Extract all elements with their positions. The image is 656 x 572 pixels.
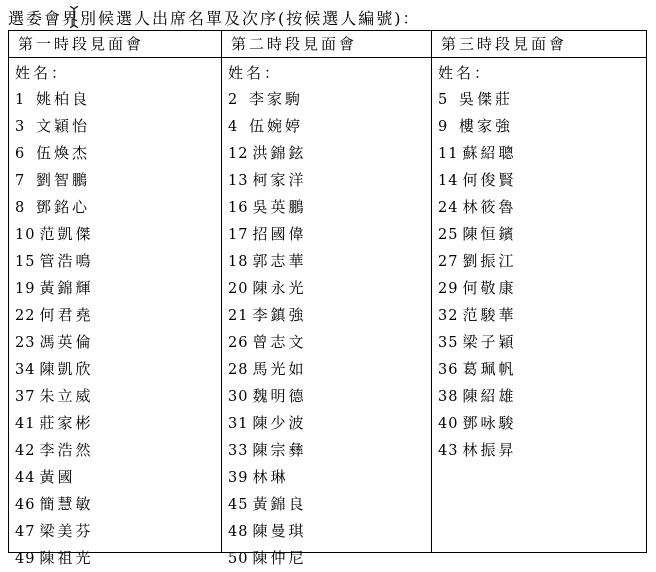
session-2-column <box>222 31 432 567</box>
candidate-row <box>15 86 221 113</box>
candidate-name: 李家駒 <box>249 90 304 108</box>
candidate-row <box>228 140 431 167</box>
candidate-number: 6 <box>15 146 26 162</box>
candidate-row <box>15 302 221 329</box>
candidate-name: 樓家強 <box>459 117 514 135</box>
candidate-row <box>438 113 646 140</box>
name-label: 姓名： <box>15 64 70 82</box>
candidate-name: 鄧銘心 <box>36 198 91 216</box>
candidate-name: 郭志華 <box>252 252 307 270</box>
candidate-number: 43 <box>438 443 459 459</box>
candidate-number: 22 <box>15 308 36 324</box>
candidate-number: 1 <box>15 92 26 108</box>
candidate-number: 46 <box>15 497 36 513</box>
session-3-column <box>432 31 646 552</box>
candidate-number: 45 <box>228 497 249 513</box>
column-body <box>432 58 646 552</box>
candidate-row <box>438 140 646 167</box>
candidate-row <box>228 167 431 194</box>
candidate-number: 49 <box>15 551 36 567</box>
candidate-row <box>228 113 431 140</box>
candidate-row <box>228 464 431 491</box>
candidate-number: 36 <box>438 362 459 378</box>
candidate-row <box>228 194 431 221</box>
candidate-number: 4 <box>228 119 239 135</box>
candidate-row <box>228 329 431 356</box>
candidate-name: 劉智鵬 <box>36 171 91 189</box>
candidate-number: 29 <box>438 281 459 297</box>
candidate-row <box>15 140 221 167</box>
candidate-number: 31 <box>228 416 249 432</box>
candidate-name: 招國偉 <box>252 225 307 243</box>
candidate-number: 19 <box>15 281 36 297</box>
candidate-number: 8 <box>15 200 26 216</box>
candidate-name: 林筱魯 <box>462 198 517 216</box>
candidate-number: 40 <box>438 416 459 432</box>
candidate-row <box>228 275 431 302</box>
candidate-number: 41 <box>15 416 36 432</box>
candidate-row <box>438 410 646 437</box>
candidate-row <box>15 356 221 383</box>
candidate-name: 李浩然 <box>39 441 94 459</box>
candidate-number: 11 <box>438 146 459 162</box>
candidate-row <box>228 302 431 329</box>
candidate-name: 范駿華 <box>462 306 517 324</box>
candidate-number: 48 <box>228 524 249 540</box>
candidate-name: 吳傑莊 <box>459 90 514 108</box>
candidate-number: 44 <box>15 470 36 486</box>
column-header: 第一時段見面會 <box>9 31 221 58</box>
candidate-row <box>15 221 221 248</box>
candidate-row <box>228 545 431 572</box>
candidate-number: 32 <box>438 308 459 324</box>
candidate-row <box>15 383 221 410</box>
candidate-number: 14 <box>438 173 459 189</box>
candidate-name: 伍煥杰 <box>36 144 91 162</box>
candidate-number: 39 <box>228 470 249 486</box>
candidate-list <box>15 86 221 572</box>
candidate-row <box>15 248 221 275</box>
candidate-number: 13 <box>228 173 249 189</box>
candidate-list <box>438 86 646 464</box>
candidate-name: 鄧咏駿 <box>462 414 517 432</box>
name-label: 姓名： <box>228 64 283 82</box>
candidate-name: 曾志文 <box>252 333 307 351</box>
candidate-row <box>438 302 646 329</box>
column-body <box>9 58 221 572</box>
candidate-name: 何敬康 <box>462 279 517 297</box>
candidate-row <box>438 167 646 194</box>
candidate-row <box>438 194 646 221</box>
candidate-number: 27 <box>438 254 459 270</box>
candidate-name: 何俊賢 <box>462 171 517 189</box>
candidate-row <box>15 275 221 302</box>
candidate-row <box>438 221 646 248</box>
candidate-name: 管浩鳴 <box>39 252 94 270</box>
candidate-number: 18 <box>228 254 249 270</box>
text-cursor-icon <box>68 4 80 30</box>
candidate-name: 林琳 <box>252 468 289 486</box>
candidate-row <box>228 518 431 545</box>
candidate-number: 20 <box>228 281 249 297</box>
candidate-row <box>15 518 221 545</box>
candidate-row <box>15 491 221 518</box>
candidate-number: 28 <box>228 362 249 378</box>
candidate-name: 陳曼琪 <box>252 522 307 540</box>
candidate-name: 劉振江 <box>462 252 517 270</box>
candidate-name: 黃錦輝 <box>39 279 94 297</box>
candidate-name: 簡慧敏 <box>39 495 94 513</box>
candidate-name: 陳凱欣 <box>39 360 94 378</box>
page-title: 選委會界別候選人出席名單及次序(按候選人編號)： <box>8 9 421 28</box>
candidate-number: 37 <box>15 389 36 405</box>
candidate-row <box>15 437 221 464</box>
candidate-row <box>15 410 221 437</box>
candidate-number: 30 <box>228 389 249 405</box>
candidate-row <box>438 329 646 356</box>
column-body <box>222 58 431 572</box>
candidate-name: 梁美芬 <box>39 522 94 540</box>
candidate-row <box>228 383 431 410</box>
candidate-row <box>228 410 431 437</box>
candidate-name: 柯家洋 <box>252 171 307 189</box>
candidate-name: 黃錦良 <box>252 495 307 513</box>
candidate-number: 34 <box>15 362 36 378</box>
candidate-name: 陳恒鑌 <box>462 225 517 243</box>
candidate-name: 莊家彬 <box>39 414 94 432</box>
candidate-number: 47 <box>15 524 36 540</box>
column-header: 第三時段見面會 <box>432 31 646 58</box>
session-1-column <box>9 31 222 567</box>
candidate-row <box>228 86 431 113</box>
candidate-number: 24 <box>438 200 459 216</box>
candidate-number: 5 <box>438 92 449 108</box>
candidate-name: 李鎮強 <box>252 306 307 324</box>
candidate-number: 38 <box>438 389 459 405</box>
candidate-number: 42 <box>15 443 36 459</box>
candidate-name: 姚柏良 <box>36 90 91 108</box>
candidate-name: 馮英倫 <box>39 333 94 351</box>
candidate-row <box>438 275 646 302</box>
candidate-name: 陳仲尼 <box>252 549 307 567</box>
candidate-row <box>228 437 431 464</box>
candidate-number: 2 <box>228 92 239 108</box>
candidate-name: 陳紹雄 <box>462 387 517 405</box>
candidate-number: 23 <box>15 335 36 351</box>
candidate-number: 3 <box>15 119 26 135</box>
candidate-name: 伍婉婷 <box>249 117 304 135</box>
candidate-row <box>228 491 431 518</box>
candidate-row <box>438 383 646 410</box>
candidate-name: 洪錦鉉 <box>252 144 307 162</box>
candidate-row <box>15 464 221 491</box>
candidate-number: 12 <box>228 146 249 162</box>
candidate-number: 26 <box>228 335 249 351</box>
candidate-row <box>15 167 221 194</box>
candidate-name: 葛珮帆 <box>462 360 517 378</box>
candidate-number: 16 <box>228 200 249 216</box>
candidate-name: 林振昇 <box>462 441 517 459</box>
candidate-number: 15 <box>15 254 36 270</box>
candidate-row <box>15 194 221 221</box>
candidate-name: 陳祖光 <box>39 549 94 567</box>
candidate-name: 魏明德 <box>252 387 307 405</box>
candidate-number: 33 <box>228 443 249 459</box>
candidate-number: 21 <box>228 308 249 324</box>
candidate-name: 陳宗彝 <box>252 441 307 459</box>
candidate-row <box>15 113 221 140</box>
candidate-row <box>438 248 646 275</box>
candidate-number: 50 <box>228 551 249 567</box>
candidate-name: 文穎怡 <box>36 117 91 135</box>
candidate-name: 馬光如 <box>252 360 307 378</box>
candidate-name: 吳英鵬 <box>252 198 307 216</box>
candidate-row <box>438 437 646 464</box>
candidate-row <box>438 356 646 383</box>
candidate-number: 7 <box>15 173 26 189</box>
candidate-list <box>228 86 431 572</box>
candidate-number: 35 <box>438 335 459 351</box>
candidate-row <box>438 86 646 113</box>
candidate-name: 朱立威 <box>39 387 94 405</box>
candidate-name: 陳少波 <box>252 414 307 432</box>
candidate-number: 25 <box>438 227 459 243</box>
candidate-name: 梁子穎 <box>462 333 517 351</box>
candidate-name: 陳永光 <box>252 279 307 297</box>
candidate-number: 9 <box>438 119 449 135</box>
name-label: 姓名： <box>438 64 493 82</box>
candidate-name: 范凱傑 <box>39 225 94 243</box>
candidate-name: 黃國 <box>39 468 76 486</box>
candidate-name: 蘇紹聰 <box>462 144 517 162</box>
candidate-row <box>15 545 221 572</box>
candidates-table <box>8 30 647 567</box>
candidate-number: 10 <box>15 227 36 243</box>
candidate-name: 何君堯 <box>39 306 94 324</box>
candidate-row <box>228 221 431 248</box>
candidate-row <box>228 248 431 275</box>
column-header: 第二時段見面會 <box>222 31 431 58</box>
candidate-row <box>228 356 431 383</box>
candidate-row <box>15 329 221 356</box>
candidate-number: 17 <box>228 227 249 243</box>
